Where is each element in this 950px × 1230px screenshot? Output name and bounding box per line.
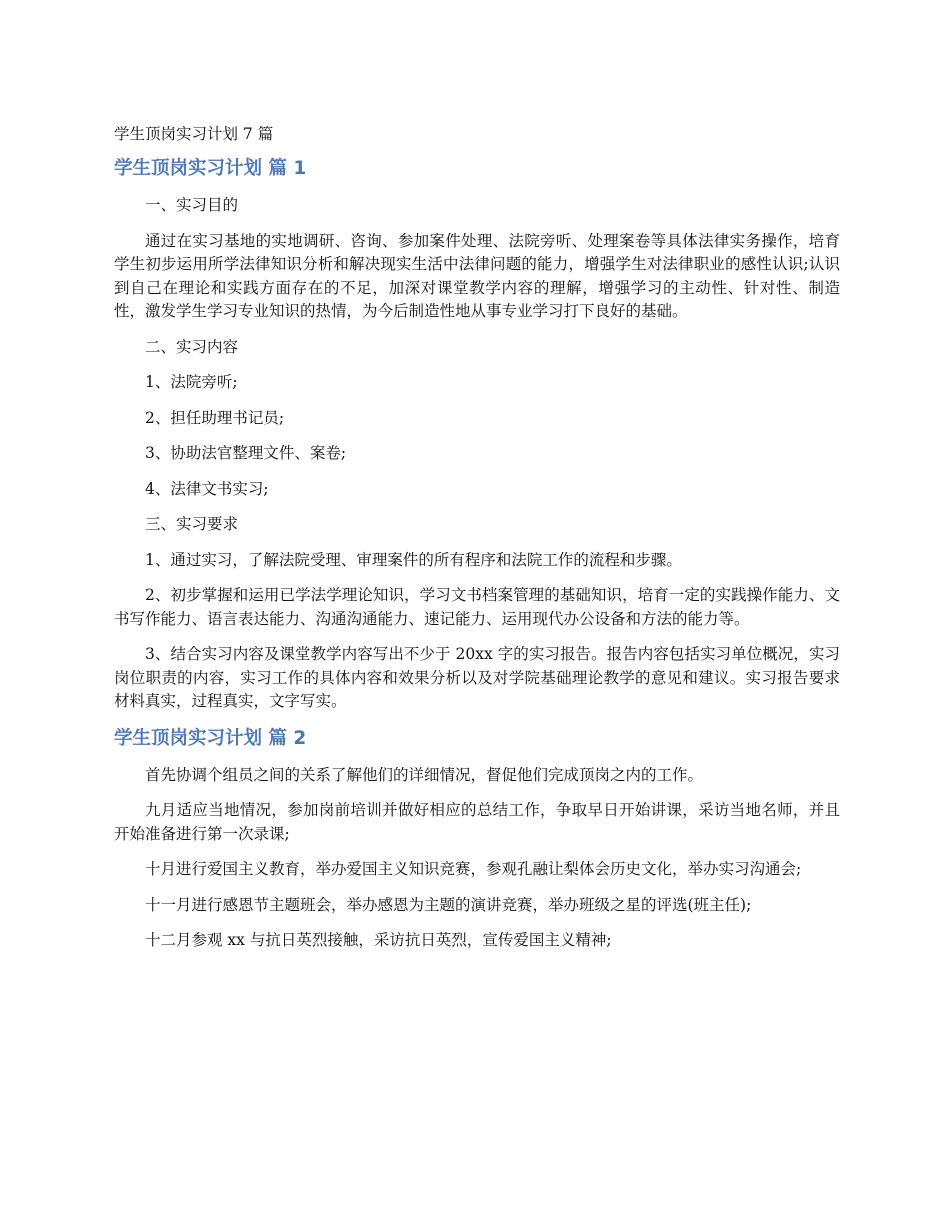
paragraph: 2、初步掌握和运用已学法学理论知识，学习文书档案管理的基础知识，培育一定的实践操作能力、文书写作能力、语言表达能力、沟通沟通能力、速记能力、运用现代办公设备和方法的能力等。 [114,586,840,628]
paragraph: 2、担任助理书记员; [145,408,285,427]
paragraph: 1、法院旁听; [145,373,238,391]
paragraph: 4、法律文书实习; [145,479,269,498]
paragraph: 十月进行爱国主义教育，举办爱国主义知识竞赛，参观孔融让梨体会历史文化，举办实习沟通会; [145,860,802,878]
paragraph: 1、通过实习，了解法院受理、审理案件的所有程序和法院工作的流程和步骤。 [145,550,682,569]
section-heading: 学生顶岗实习计划 篇 2 [114,727,307,749]
paragraph: 二、实习内容 [145,337,239,356]
paragraph: 一、实习目的 [145,196,239,214]
paragraph: 九月适应当地情况，参加岗前培训并做好相应的总结工作，争取早日开始讲课，采访当地名师，并且开始准备进行第一次录课; [114,801,840,843]
paragraph: 三、实习要求 [145,515,239,533]
paragraph: 3、协助法官整理文件、案卷; [145,444,347,462]
section-2 [114,726,840,953]
paragraph: 十一月进行感恩节主题班会，举办感恩为主题的演讲竞赛，举办班级之星的评选(班主任); [145,895,752,914]
section-heading: 学生顶岗实习计划 篇 1 [114,158,307,179]
paragraph: 通过在实习基地的实地调研、咨询、参加案件处理、法院旁听、处理案卷等具体法律实务操作，培育学生初步运用所学法律知识分析和解决现实生活中法律问题的能力，增强学生对法律职业的感性认识;认识到自己在理论和实践方面存在的不足，加深对课堂教学内容的理解，增强学习的主动性、针对性、制造性，激发学生学习专业知识的热情，为今后制造性地从事专业学习打下良好的基础。 [114,231,840,320]
paragraph: 3、结合实习内容及课堂教学内容写出不少于 20xx 字的实习报告。报告内容包括实习单位概况，实习岗位职责的内容，实习工作的具体内容和效果分析以及对学院基础理论教学的意见和建议。实习报告要求材料真实，过程真实，文字写实。 [114,645,840,710]
document-title: 学生顶岗实习计划 7 篇 [114,125,274,143]
paragraph: 首先协调个组员之间的关系了解他们的详细情况，督促他们完成顶岗之内的工作。 [145,765,704,784]
section-1 [114,156,840,714]
paragraph: 十二月参观 xx 与抗日英烈接触，采访抗日英烈，宣传爱国主义精神; [145,931,612,949]
